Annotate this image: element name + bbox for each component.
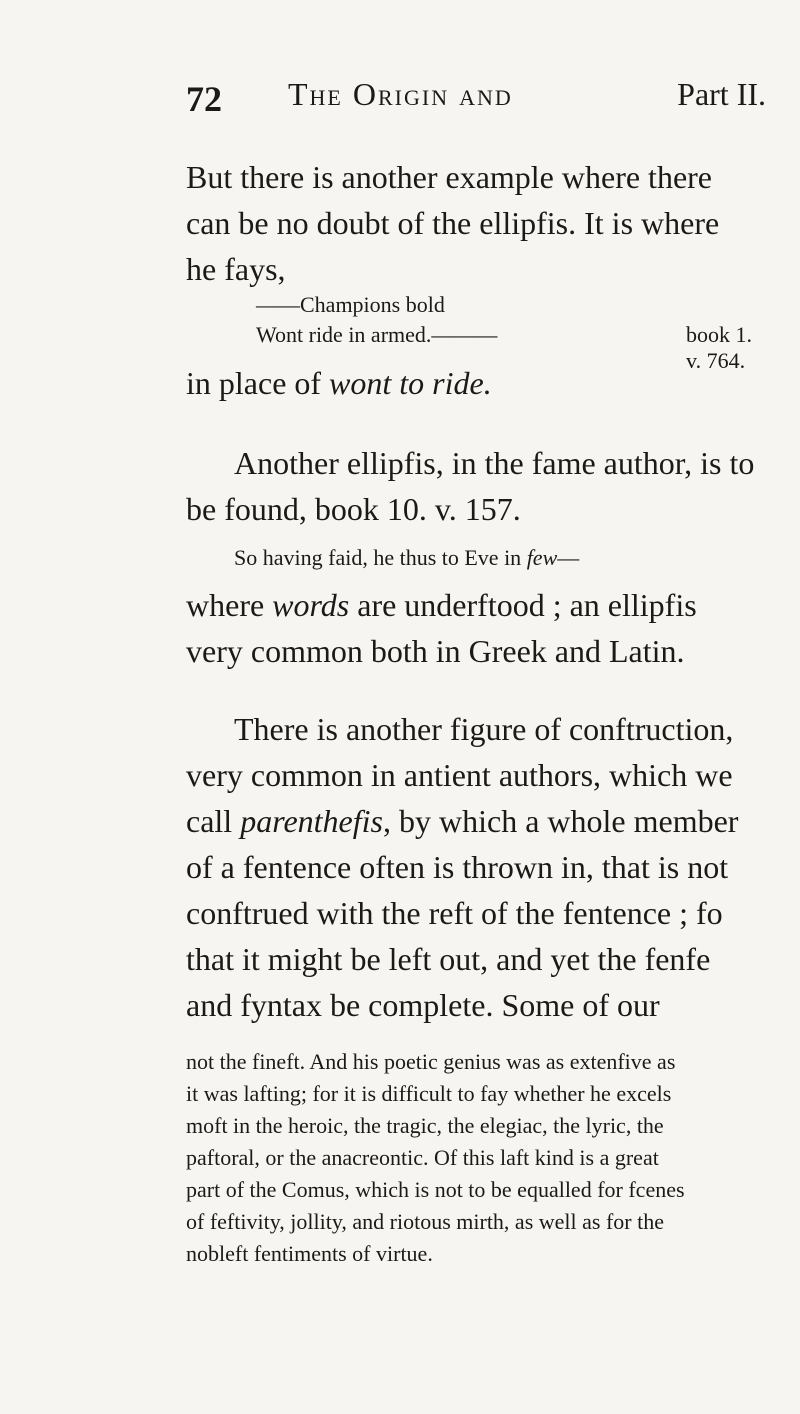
paragraph-1	[186, 154, 766, 292]
paragraph-2	[186, 360, 766, 406]
footnote	[186, 1046, 766, 1270]
text-line: where words are underftood ; an ellipfis	[186, 587, 697, 623]
text-line: call parenthefis, by which a whole member	[186, 803, 739, 839]
italic-phrase: wont to ride.	[329, 365, 492, 401]
paragraph-4	[186, 582, 766, 674]
text-line: in place of wont to ride.	[186, 365, 492, 401]
paragraph-5	[186, 706, 766, 1028]
text-line: and fyntax be complete. Some of our	[186, 987, 660, 1023]
quote-line: Wont ride in armed.———	[256, 322, 498, 347]
book-reference: book 1. v. 764.	[686, 322, 752, 373]
text-line: that it might be left out, and yet the fenfe	[186, 941, 711, 977]
quote-line: ——Champions bold	[256, 292, 445, 317]
page-number: 72	[186, 79, 222, 119]
text-line: conftrued with the reft of the fentence ; fo	[186, 895, 723, 931]
footnote-line: paftoral, or the anacreontic. Of this laft kind is a great	[186, 1145, 659, 1170]
text-line: be found, book 10. v. 157.	[186, 491, 521, 527]
paragraph-3	[186, 440, 766, 532]
footnote-line: not the fineft. And his poetic genius was as extenfive as	[186, 1049, 676, 1074]
quotation-2	[186, 542, 766, 574]
text-line: very common in antient authors, which we	[186, 757, 733, 793]
text-line: But there is another example where there	[186, 159, 712, 195]
running-head	[186, 72, 766, 122]
footnote-line: moft in the heroic, the tragic, the elegiac, the lyric, the	[186, 1113, 664, 1138]
text-line: There is another figure of conftruction,	[234, 711, 734, 747]
text-line: can be no doubt of the ellipfis. It is where	[186, 205, 720, 241]
text-line: Another ellipfis, in the fame author, is to	[234, 445, 755, 481]
running-title: The Origin and	[288, 76, 513, 112]
quotation-1	[186, 292, 766, 373]
part-label: Part II.	[677, 76, 766, 112]
footnote-line: nobleft fentiments of virtue.	[186, 1241, 433, 1266]
text-line: he fays,	[186, 251, 286, 287]
text-line: of a fentence often is thrown in, that is not	[186, 849, 729, 885]
footnote-line: it was lafting; for it is difficult to fay whether he excels	[186, 1081, 672, 1106]
text-line: very common both in Greek and Latin.	[186, 633, 685, 669]
footnote-line: part of the Comus, which is not to be equalled for fcenes	[186, 1177, 685, 1202]
quote-line: So having faid, he thus to Eve in few—	[234, 545, 580, 570]
footnote-line: of feftivity, jollity, and riotous mirth, as well as for the	[186, 1209, 664, 1234]
